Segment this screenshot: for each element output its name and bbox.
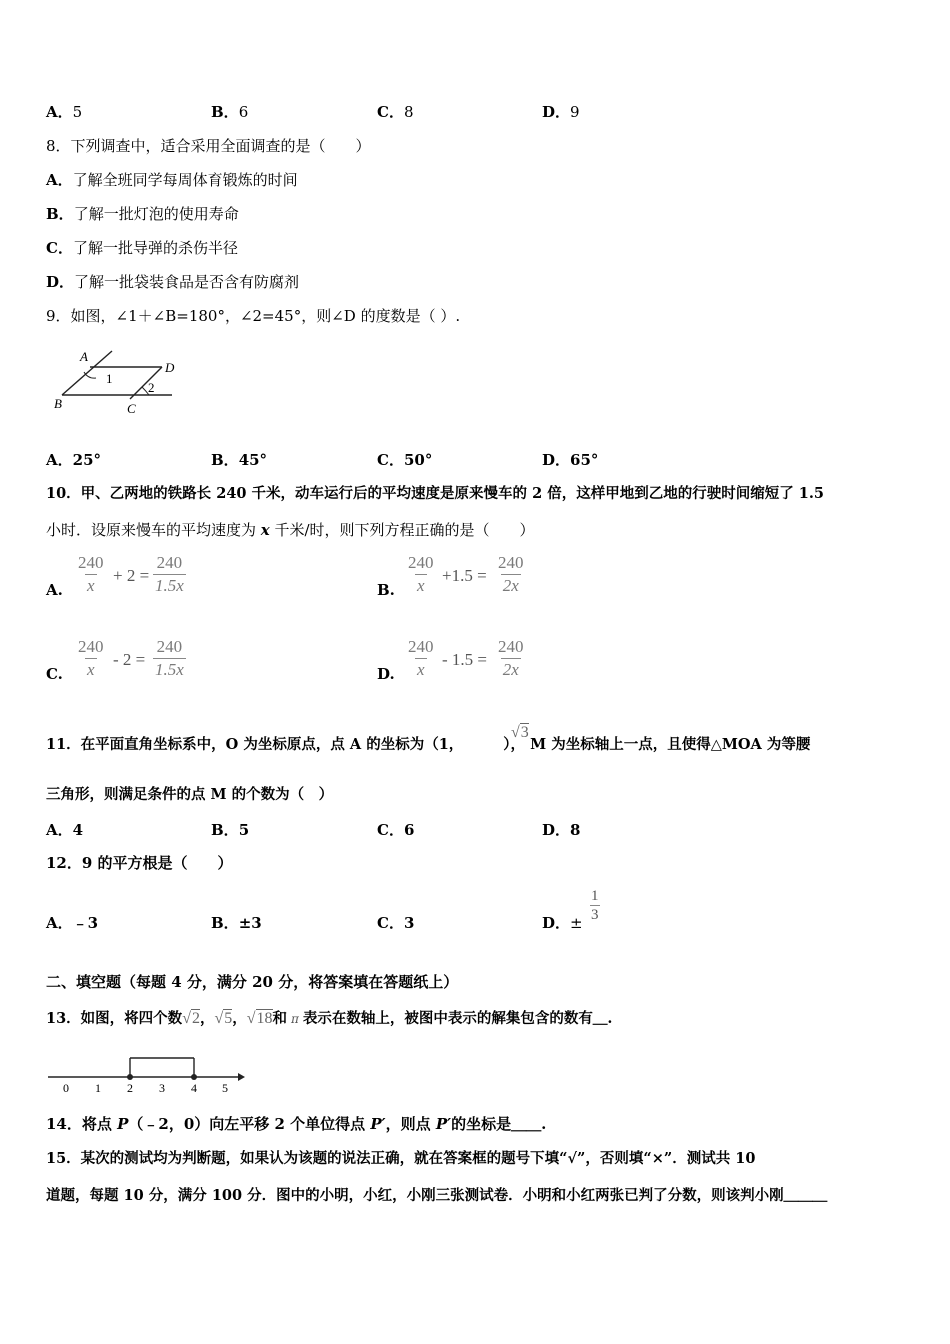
operator: - 2 = [113, 650, 146, 669]
stem-text: 道题，每题 10 分，满分 100 分．图中的小明，小红，小刚三张测试卷．小明和小红两张已判了分数，则该判小刚 [46, 1187, 784, 1204]
fraction [496, 552, 526, 597]
numerator: 240 [156, 553, 183, 572]
point-p-prime: P′ [370, 1115, 386, 1133]
angle-1-arc [84, 372, 96, 378]
option-text: 4 [72, 821, 84, 839]
fraction [406, 636, 436, 681]
option-label: D． [46, 273, 75, 291]
q8-option-a [46, 170, 298, 190]
point-p: P [117, 1115, 129, 1133]
q8-option-d [46, 272, 299, 292]
numerator: 240 [408, 637, 434, 656]
stem-text: . [607, 1010, 613, 1027]
stem-text: ）， M 为坐标轴上一点，且使得△MOA 为等腰 [503, 736, 811, 753]
option-label: B． [211, 451, 239, 469]
option-label: C． [377, 451, 404, 469]
stem-text: 的坐标是 [451, 1115, 512, 1133]
angle-2-label: 2 [148, 380, 155, 395]
q11-stem-line2: 三角形，则满足条件的点 M 的个数为（ ） [46, 786, 334, 803]
separator: ， [199, 1010, 215, 1027]
denominator: 1.5x [155, 576, 184, 595]
line-cd [130, 367, 162, 399]
option-text: 8 [570, 821, 581, 839]
q14-stem [46, 1114, 546, 1134]
q13-number-line [46, 1050, 246, 1096]
separator: ， [232, 1010, 247, 1027]
variable-x: x [260, 521, 270, 539]
option-label: A． [46, 821, 73, 839]
label-b: B [54, 396, 62, 411]
fraction [496, 636, 526, 681]
axis-arrow [238, 1073, 245, 1081]
option-label: A． [46, 103, 73, 121]
option-label: D． [542, 103, 571, 121]
solid-dot-2 [127, 1074, 133, 1080]
q9-option-c [377, 450, 432, 470]
fraction [406, 552, 436, 597]
option-label: A． [46, 451, 73, 469]
denominator: 1.5x [155, 660, 184, 679]
operator: +1.5 = [442, 566, 487, 585]
q9-parallelogram-figure [50, 345, 180, 417]
solid-dot-4 [191, 1074, 197, 1080]
fraction [153, 636, 186, 681]
option-text: 9 [570, 103, 580, 121]
answer-blank: ＿＿ [511, 1115, 542, 1133]
pi-symbol: π [291, 1012, 299, 1026]
q12-option-d [542, 913, 583, 933]
denominator: 3 [591, 907, 599, 923]
radicand: 5 [224, 1010, 233, 1027]
q7-option-d [542, 102, 580, 122]
sqrt-5: √5 [214, 1010, 233, 1027]
option-text: 3 [403, 914, 415, 932]
option-text: 8 [403, 103, 414, 121]
q12-option-c [377, 913, 414, 933]
fraction [153, 552, 186, 597]
stem-text: 和 [272, 1010, 288, 1027]
denominator: x [86, 660, 95, 679]
sqrt-2: √2 [182, 1010, 200, 1027]
q9-option-b [211, 450, 267, 470]
angle-1-label: 1 [106, 371, 113, 386]
tick-label-4: 4 [191, 1081, 197, 1095]
stem-text: . [541, 1115, 547, 1133]
tick-label-3: 3 [159, 1081, 165, 1095]
option-label: C. [46, 665, 63, 683]
option-label: A． [46, 171, 73, 189]
q7-option-c [377, 102, 414, 122]
operator: - 1.5 = [442, 650, 487, 669]
stem-text: 14．将点 [46, 1115, 118, 1133]
option-text: 了解一批袋装食品是否含有防腐剂 [74, 273, 300, 291]
q12-fraction-one-third [590, 887, 600, 924]
tick-label-1: 1 [95, 1081, 101, 1095]
option-text: 5 [72, 103, 83, 121]
q12-option-a [46, 913, 98, 933]
q11-option-d [542, 820, 580, 840]
denominator: x [416, 660, 425, 679]
fraction [76, 552, 106, 597]
option-label: D. [377, 665, 395, 683]
numerator: 240 [408, 553, 434, 572]
tick-label-5: 5 [222, 1081, 228, 1095]
q11-stem-line1 [46, 735, 810, 755]
answer-blank: ＿＿＿ [783, 1187, 828, 1204]
stem-text: 13．如图，将四个数 [46, 1010, 183, 1027]
sqrt-18: √18 [246, 1010, 273, 1027]
operator: + 2 = [113, 566, 150, 585]
option-label: C． [377, 914, 404, 932]
q7-option-a [46, 102, 82, 122]
q9-stem: 9．如图，∠1＋∠B=180°，∠2=45°，则∠D 的度数是（ ）. [46, 307, 461, 325]
numerator: 240 [498, 553, 524, 572]
q9-option-a [46, 450, 101, 470]
q15-stem-line1: 15．某次的测试均为判断题，如果认为该题的说法正确，就在答案框的题号下填“√”，否则填“×”．测试共 10 [46, 1150, 756, 1167]
q11-option-c [377, 820, 414, 840]
q9-option-d [542, 450, 598, 470]
stem-text: 千米/时，则下列方程正确的是（ ） [269, 521, 535, 539]
answer-blank: ＿ [592, 1010, 608, 1027]
label-a: A [80, 349, 88, 364]
q11-option-b [211, 820, 249, 840]
option-label: B． [211, 103, 239, 121]
option-label: D． [542, 451, 571, 469]
point-p-prime: P′ [435, 1115, 452, 1133]
q10-stem-line1: 10．甲、乙两地的铁路长 240 千米，动车运行后的平均速度是原来慢车的 2 倍，这样甲地到乙地的行驶时间缩短了 1.5 [46, 485, 824, 502]
numerator: 240 [78, 553, 104, 572]
q7-option-b [211, 102, 248, 122]
option-text: 5 [238, 821, 250, 839]
denominator: x [416, 576, 425, 595]
q12-stem: 12．9 的平方根是（ ） [46, 854, 233, 872]
stem-text: 表示在数轴上，被图中表示的解集包含的数有 [302, 1010, 593, 1027]
numerator: 240 [78, 637, 104, 656]
tick-label-0: 0 [63, 1081, 69, 1095]
option-label: C． [377, 821, 404, 839]
tick-label-2: 2 [127, 1081, 133, 1095]
option-text: 25° [72, 451, 102, 469]
option-text: ± [570, 914, 583, 932]
label-c: C [127, 401, 136, 416]
denominator: 2x [502, 576, 519, 595]
q15-stem-line2 [46, 1186, 827, 1206]
option-label: B． [211, 821, 239, 839]
option-text: ±3 [238, 914, 262, 932]
option-label: D． [542, 821, 571, 839]
section-2-heading: 二、填空题（每题 4 分，满分 20 分，将答案填在答题纸上） [46, 973, 459, 991]
fraction [76, 636, 106, 681]
option-label: B. [377, 581, 395, 599]
option-text: ﹣3 [72, 914, 99, 932]
q13-stem [46, 1009, 612, 1029]
q8-option-c [46, 238, 238, 258]
radicand: 3 [520, 724, 529, 741]
q8-stem: 8．下列调查中，适合采用全面调查的是（ ） [46, 137, 371, 155]
q11-sqrt3: √3 [511, 724, 529, 741]
option-text: 65° [570, 451, 599, 469]
option-label: B． [211, 914, 239, 932]
option-label: C． [377, 103, 404, 121]
q10-stem-line2 [46, 520, 535, 540]
stem-text: ，则点 [385, 1115, 436, 1133]
denominator: x [86, 576, 95, 595]
option-text: 了解一批灯泡的使用寿命 [73, 205, 239, 223]
numerator: 1 [591, 888, 599, 904]
numerator: 240 [156, 637, 183, 656]
option-text: 了解全班同学每周体育锻炼的时间 [72, 171, 298, 189]
option-label: A. [46, 581, 63, 599]
option-text: 了解一批导弹的杀伤半径 [72, 239, 238, 257]
q11-option-a [46, 820, 83, 840]
option-label: D． [542, 914, 571, 932]
option-text: 50° [403, 451, 433, 469]
label-d: D [165, 360, 175, 375]
radicand: 2 [191, 1010, 200, 1027]
stem-text: （﹣2，0）向左平移 2 个单位得点 [128, 1115, 371, 1133]
denominator: 2x [502, 660, 519, 679]
numerator: 240 [498, 637, 524, 656]
q8-option-b [46, 204, 239, 224]
option-text: 45° [238, 451, 268, 469]
option-text: 6 [403, 821, 415, 839]
option-label: C． [46, 239, 73, 257]
option-text: 6 [238, 103, 249, 121]
option-label: B． [46, 205, 74, 223]
q12-option-b [211, 913, 262, 933]
stem-text: 小时．设原来慢车的平均速度为 [46, 521, 261, 539]
radicand: 18 [256, 1010, 273, 1027]
option-label: A． [46, 914, 73, 932]
stem-text: 11．在平面直角坐标系中，O 为坐标原点，点 A 的坐标为（1， [46, 736, 464, 753]
